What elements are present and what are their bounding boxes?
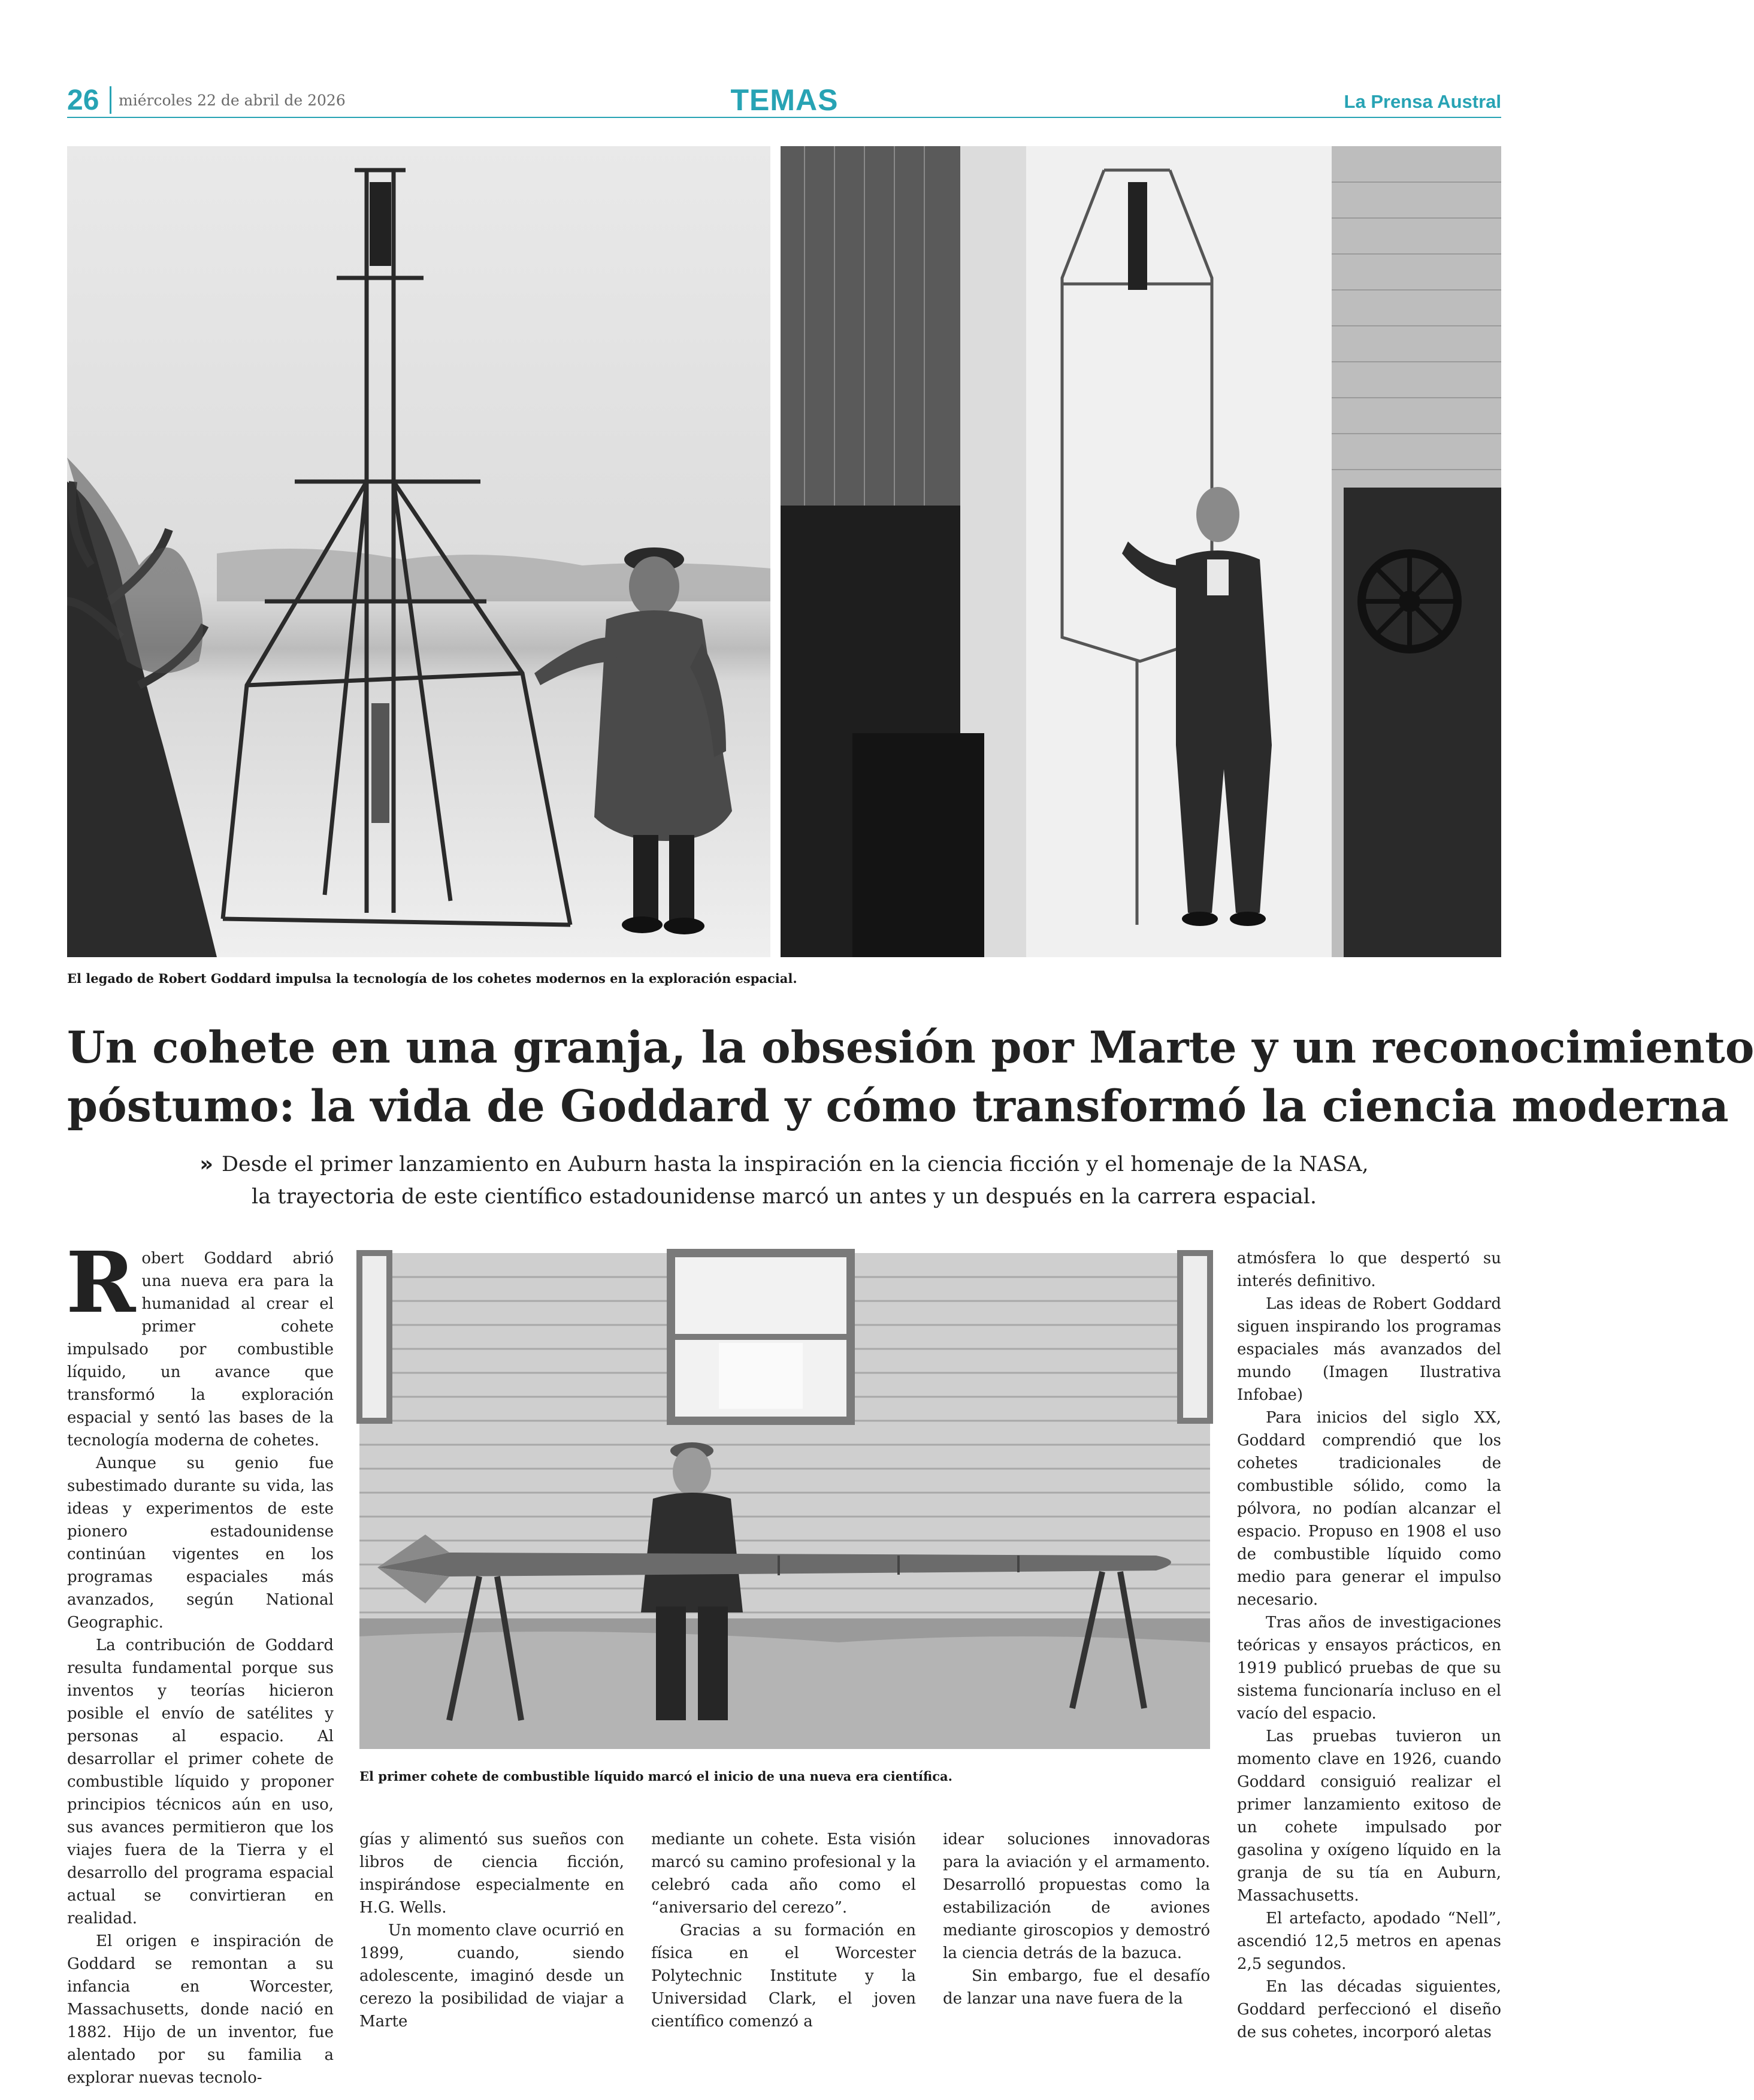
subhead-line-2: la trayectoria de este científico estadounidense marcó un antes y un después en la carrera espacial.	[252, 1185, 1317, 1209]
col1-paragraph: La contribución de Goddard resulta fundamental porque sus inventos y teorías hicieron posible el envío de satélites y personas al espacio. Al desarrollar el primer cohete de combustible líquido y proponer principios técnicos aún en uso, sus avances permitieron que los viajes fuera de la Tierra y el desarrollo del programa espacial actual se convirtieran en realidad.	[67, 1636, 334, 1927]
col2-paragraph: gías y alimentó sus sueños con libros de ciencia ficción, inspirándose especialmente en H.G. Wells.	[359, 1830, 624, 1917]
drop-cap: R	[66, 1234, 136, 1332]
col1-paragraph: El origen e inspiración de Goddard se remontan a su infancia en Worcester, Massachusetts, donde nació en 1882. Hijo de un inventor, fue alentado por su familia a explorar nuevas tecnolo-	[67, 1932, 334, 2087]
section-title: TEMAS	[730, 83, 839, 117]
col2-paragraph: Un momento clave ocurrió en 1899, cuando, siendo adolescente, imaginó desde un cerezo la posibilidad de viajar a Marte	[359, 1922, 624, 2031]
article-column-3	[651, 1828, 916, 2031]
header-rule	[67, 117, 1501, 118]
photo-goddard-indoor-rocket	[781, 146, 1501, 957]
headline-line-2: póstumo: la vida de Goddard y cómo transformó la ciencia moderna	[67, 1081, 1729, 1132]
photo-goddard-launch-frame	[67, 146, 770, 957]
subhead-line-1: Desde el primer lanzamiento en Auburn hasta la inspiración en la ciencia ficción y el homenaje de la NASA,	[221, 1152, 1369, 1176]
col5-paragraph: Tras años de investigaciones teóricas y ensayos prácticos, en 1919 publicó pruebas de que su sistema funcionaría incluso en el vacío del espacio.	[1237, 1614, 1501, 1723]
col5-paragraph: En las décadas siguientes, Goddard perfeccionó el diseño de sus cohetes, incorporó aletas	[1237, 1978, 1501, 2041]
middle-photo-caption: El primer cohete de combustible líquido marcó el inicio de una nueva era científica.	[359, 1769, 952, 1784]
article-headline	[67, 1018, 1754, 1136]
double-chevron-icon: »	[199, 1152, 213, 1176]
issue-date: miércoles 22 de abril de 2026	[119, 92, 346, 109]
col4-paragraph: idear soluciones innovadoras para la aviación y el armamento. Desarrolló propuestas como la estabilización de aviones mediante giroscopios y demostró la ciencia detrás de la bazuca.	[943, 1830, 1210, 1962]
col3-paragraph: Gracias a su formación en física en el Worcester Polytechnic Institute y la Universidad Clark, el joven científico comenzó a	[651, 1922, 916, 2031]
article-column-1	[66, 1234, 334, 2087]
col3-paragraph: mediante un cohete. Esta visión marcó su camino profesional y la celebró cada año como el “aniversario del cerezo”.	[651, 1830, 916, 1917]
article-column-4	[943, 1828, 1210, 2026]
col5-paragraph: Las ideas de Robert Goddard siguen inspirando los programas espaciales más avanzados del mundo (Imagen Ilustrativa Infobae)	[1237, 1295, 1501, 1404]
photo-goddard-with-rocket	[359, 1253, 1210, 1749]
headline-line-1: Un cohete en una granja, la obsesión por Marte y un reconocimiento	[67, 1022, 1754, 1073]
header-divider	[110, 86, 111, 114]
col5-paragraph: Las pruebas tuvieron un momento clave en 1926, cuando Goddard consiguió realizar el primer lanzamiento exitoso de un cohete impulsado por gasolina y oxígeno líquido en la granja de su tía en Auburn, Massachusetts.	[1237, 1727, 1501, 1905]
newspaper-name: La Prensa Austral	[1344, 91, 1501, 112]
col5-paragraph: Para inicios del siglo XX, Goddard comprendió que los cohetes tradicionales de combustible sólido, como la pólvora, no podían alcanzar el espacio. Propuso en 1908 el uso de combustible líquido como medio para generar el impulso necesario.	[1237, 1409, 1501, 1609]
article-column-5	[1237, 1247, 1501, 2041]
article-column-2	[359, 1828, 624, 2031]
col5-paragraph: El artefacto, apodado “Nell”, ascendió 12,5 metros en apenas 2,5 segundos.	[1237, 1910, 1501, 1973]
page-number: 26	[67, 84, 99, 116]
col5-paragraph: atmósfera lo que despertó su interés definitivo.	[1237, 1249, 1501, 1290]
article-subhead	[67, 1148, 1501, 1213]
col4-paragraph: Sin embargo, fue el desafío de lanzar una nave fuera de la	[943, 1967, 1210, 2008]
col1-paragraph: obert Goddard abrió una nueva era para la humanidad al crear el primer cohete impulsado por combustible líquido, un avance que transformó la exploración espacial y sentó las bases de la tecnología moderna de cohetes.	[67, 1249, 334, 1450]
col1-paragraph: Aunque su genio fue subestimado durante su vida, las ideas y experimentos de este pionero estadounidense continúan vigentes en los programas espaciales más avanzados, según National Geographic.	[67, 1454, 334, 1632]
top-photo-caption: El legado de Robert Goddard impulsa la tecnología de los cohetes modernos en la exploración espacial.	[67, 971, 797, 986]
